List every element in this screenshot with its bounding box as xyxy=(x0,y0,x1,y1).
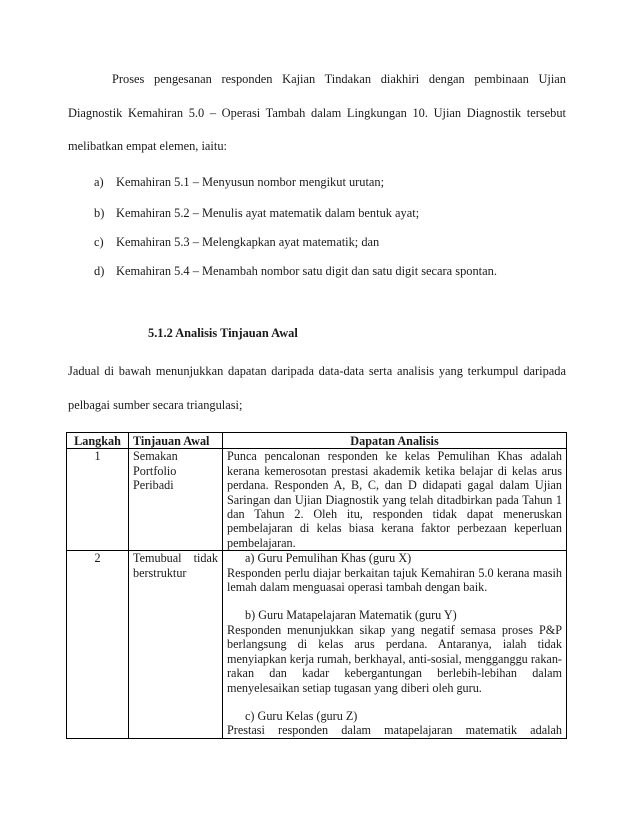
list-item-a xyxy=(94,175,384,190)
table-row xyxy=(67,551,567,738)
header-langkah: Langkah xyxy=(67,433,129,449)
cell-line: berstruktur xyxy=(133,565,187,580)
subsection-title-c: c) Guru Kelas (guru Z) xyxy=(245,708,358,723)
section-heading: 5.1.2 Analisis Tinjauan Awal xyxy=(148,326,298,340)
list-marker: d) xyxy=(94,264,105,278)
table-row xyxy=(67,449,567,551)
list-item-c xyxy=(94,235,379,250)
header-dapatan-analisis: Dapatan Analisis xyxy=(223,433,567,449)
spacer xyxy=(227,695,562,709)
list-text: Kemahiran 5.4 – Menambah nombor satu digit dan satu digit secara spontan. xyxy=(116,264,497,278)
list-text: Kemahiran 5.1 – Menyusun nombor mengikut urutan; xyxy=(116,175,385,189)
subsection-text-b: Responden menunjukkan sikap yang negatif semasa proses P&P berlangsung di kelas arus perdana. Antaranya, ialah tidak menyiapkan kerja rumah, berkhayal, anti-sosial, mengganggu rakan-rakan dan kadar kebergantungan berlebih-lebihan dalam menyelesaikan setiap tugasan yang diberi oleh guru. xyxy=(227,622,562,695)
subsection-text-c: Prestasi responden dalam matapelajaran matematik adalah xyxy=(227,723,562,738)
list-text: Kemahiran 5.3 – Melengkapkan ayat matematik; dan xyxy=(116,235,380,249)
cell-line: Semakan xyxy=(133,449,178,464)
cell-dapatan xyxy=(223,551,567,738)
cell-langkah: 1 xyxy=(67,449,129,551)
intro-line-2: Diagnostik Kemahiran 5.0 – Operasi Tambah dalam Lingkungan 10. Ujian Diagnostik tersebut xyxy=(68,106,566,120)
subsection-title-a: a) Guru Pemulihan Khas (guru X) xyxy=(245,551,412,566)
header-tinjauan-awal: Tinjauan Awal xyxy=(129,433,223,449)
cell-line: Peribadi xyxy=(133,478,174,493)
subsection-title-b: b) Guru Matapelajaran Matematik (guru Y) xyxy=(245,608,457,623)
subsection-text-a: Responden perlu diajar berkaitan tajuk Kemahiran 5.0 kerana masih lemah dalam menguasai operasi tambah dengan baik. xyxy=(227,565,562,595)
intro-line-1: Proses pengesanan responden Kajian Tindakan diakhiri dengan pembinaan Ujian xyxy=(112,72,566,86)
cell-line: Portfolio xyxy=(133,463,177,478)
intro-line-3: melibatkan empat elemen, iaitu: xyxy=(68,139,227,153)
list-marker: a) xyxy=(94,175,104,189)
table-intro-line-2: pelbagai sumber secara triangulasi; xyxy=(68,398,243,412)
list-marker: c) xyxy=(94,235,104,249)
cell-line: Temubual tidak xyxy=(133,551,218,566)
list-item-b xyxy=(94,206,419,221)
list-marker: b) xyxy=(94,206,105,220)
list-item-d xyxy=(94,264,497,279)
analysis-table xyxy=(66,432,567,739)
spacer xyxy=(227,594,562,608)
cell-langkah: 2 xyxy=(67,551,129,738)
cell-tinjauan xyxy=(129,449,223,551)
table-intro-line-1: Jadual di bawah menunjukkan dapatan daripada data-data serta analisis yang terkumpul daripada xyxy=(68,364,566,378)
cell-dapatan: Punca pencalonan responden ke kelas Pemulihan Khas adalah kerana kemerosotan prestasi akademik ketika belajar di kelas arus perdana. Responden A, B, C, dan D didapati gagal dalam Ujian Saringan dan Ujian Diagnostik yang telah ditadbirkan pada Tahun 1 dan Tahun 2. Oleh itu, responden tidak dapat meneruskan pembelajaran di kelas biasa kerana faktor perbezaan keperluan pembelajaran. xyxy=(223,449,567,551)
list-text: Kemahiran 5.2 – Menulis ayat matematik dalam bentuk ayat; xyxy=(116,206,420,220)
cell-tinjauan xyxy=(129,551,223,738)
table-header-row xyxy=(67,433,567,449)
